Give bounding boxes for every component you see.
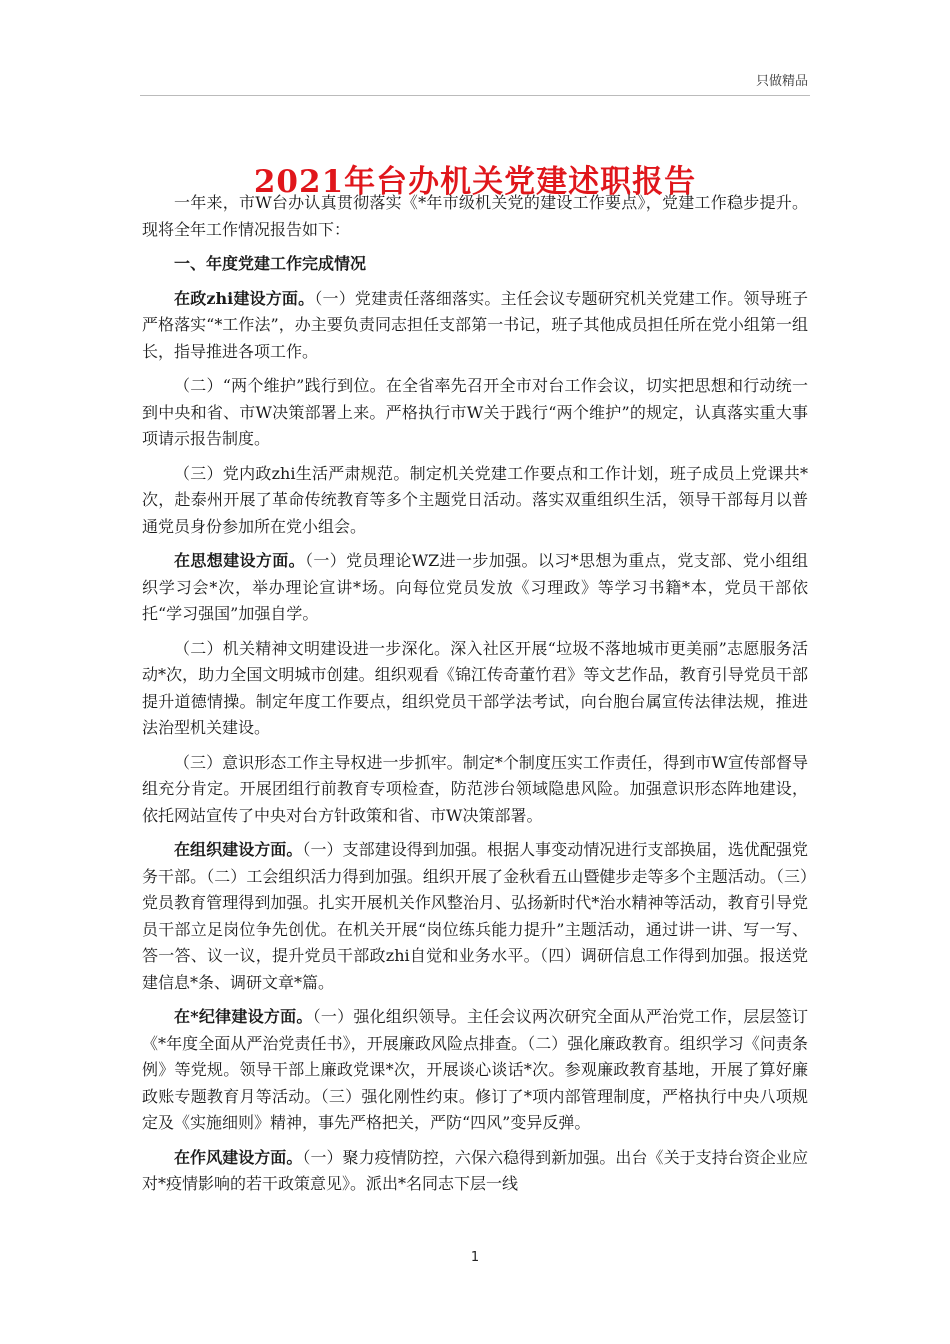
section-heading: 一、年度党建工作完成情况 <box>174 254 367 273</box>
body-paragraph-3 <box>142 461 808 541</box>
body-paragraph-9 <box>142 1145 808 1198</box>
paragraph-text: （三）意识形态工作主导权进一步抓牢。制定*个制度压实工作责任，得到市W宣传部督导组充分肯定。开展团组行前教育专项检查，防范涉台领域隐患风险。加强意识形态阵地建设，依托网站宣传了中央对台方针政策和省、市W决策部署。 <box>142 752 808 825</box>
paragraph-text: （一）党建责任落细落实。主任会议专题研究机关党建工作。领导班子严格落实“*工作法”，办主要负责同志担任支部第一书记，班子其他成员担任所在党小组第一组长，指导推进各项工作。 <box>142 288 808 361</box>
page-number: 1 <box>470 1250 480 1265</box>
header-label: 只做精品 <box>755 74 808 89</box>
paragraph-text: （一）支部建设得到加强。根据人事变动情况进行支部换届，选优配强党务干部。（二）工会组织活力得到加强。组织开展了金秋看五山暨健步走等多个主题活动。（三）党员教育管理得到加强。扎实开展机关作风整治月、弘扬新时代*治水精神等活动，教育引导党员干部立足岗位争先创优。在机关开展“岗位练兵能力提升”主题活动，通过讲一讲、写一写、答一答、议一议，提升党员干部政zhi自觉和业务水平。（四）调研信息工作得到加强。报送党建信息*条、调研文章*篇。 <box>142 840 808 992</box>
paragraph-text: （二）“两个维护”践行到位。在全省率先召开全市对台工作会议，切实把思想和行动统一到中央和省、市W决策部署上来。严格执行市W关于践行“两个维护”的规定，认真落实重大事项请示报告制度。 <box>142 376 808 448</box>
paragraph-lead: 在思想建设方面。 <box>174 551 306 570</box>
header-divider <box>140 95 810 96</box>
document-title: 2021年台办机关党建述职报告 <box>253 163 697 200</box>
intro-paragraph: 一年来，市W台办认真贯彻落实《*年市级机关党的建设工作要点》，党建工作稳步提升。现将全年工作情况报告如下： <box>142 193 808 239</box>
paragraph-lead: 在政zhi建设方面。 <box>174 288 315 308</box>
paragraph-lead: 在*纪律建设方面。 <box>174 1007 313 1026</box>
body-paragraph-2 <box>142 373 808 453</box>
body-paragraph-5 <box>142 636 808 742</box>
paragraph-text: （二）机关精神文明建设进一步深化。深入社区开展“垃圾不落地城市更美丽”志愿服务活动*次，助力全国文明城市创建。组织观看《锦江传奇董竹君》等文艺作品，教育引导党员干部提升道德情操。制定年度工作要点，组织党员干部学法考试，向台胞台属宣传法律法规，推进法治型机关建设。 <box>142 638 808 737</box>
body-paragraph-7 <box>142 837 808 996</box>
document-body <box>142 190 808 1206</box>
paragraph-text: （三）党内政zhi生活严肃规范。制定机关党建工作要点和工作计划，班子成员上党课共*次，赴泰州开展了革命传统教育等多个主题党日活动。落实双重组织生活，领导干部每月以普通党员身份参加所在党小组会。 <box>142 463 808 536</box>
paragraph-text: （一）聚力疫情防控，六保六稳得到新加强。出台《关于支持台资企业应对*疫情影响的若干政策意见》。派出*名同志下层一线 <box>142 1147 808 1193</box>
paragraph-lead: 在组织建设方面。 <box>174 840 303 859</box>
body-paragraph-1 <box>142 286 808 366</box>
body-paragraph-4 <box>142 548 808 628</box>
paragraph-text: （一）强化组织领导。主任会议两次研究全面从严治党工作，层层签订《*年度全面从严治党责任书》，开展廉政风险点排查。（二）强化廉政教育。组织学习《问责条例》等党规。领导干部上廉政党课*次，开展谈心谈话*次。参观廉政教育基地，开展了算好廉政账专题教育月等活动。（三）强化刚性约束。修订了*项内部管理制度，严格执行中央八项规定及《实施细则》精神，事先严格把关，严防“四风”变异反弹。 <box>142 1007 808 1132</box>
body-paragraph-8 <box>142 1004 808 1137</box>
body-paragraph-6 <box>142 750 808 830</box>
paragraph-text: （一）党员理论WZ进一步加强。以习*思想为重点，党支部、党小组组织学习会*次，举办理论宣讲*场。向每位党员发放《习理政》等学习书籍*本，党员干部依托“学习强国”加强自学。 <box>142 551 808 623</box>
paragraph-lead: 在作风建设方面。 <box>174 1147 303 1167</box>
